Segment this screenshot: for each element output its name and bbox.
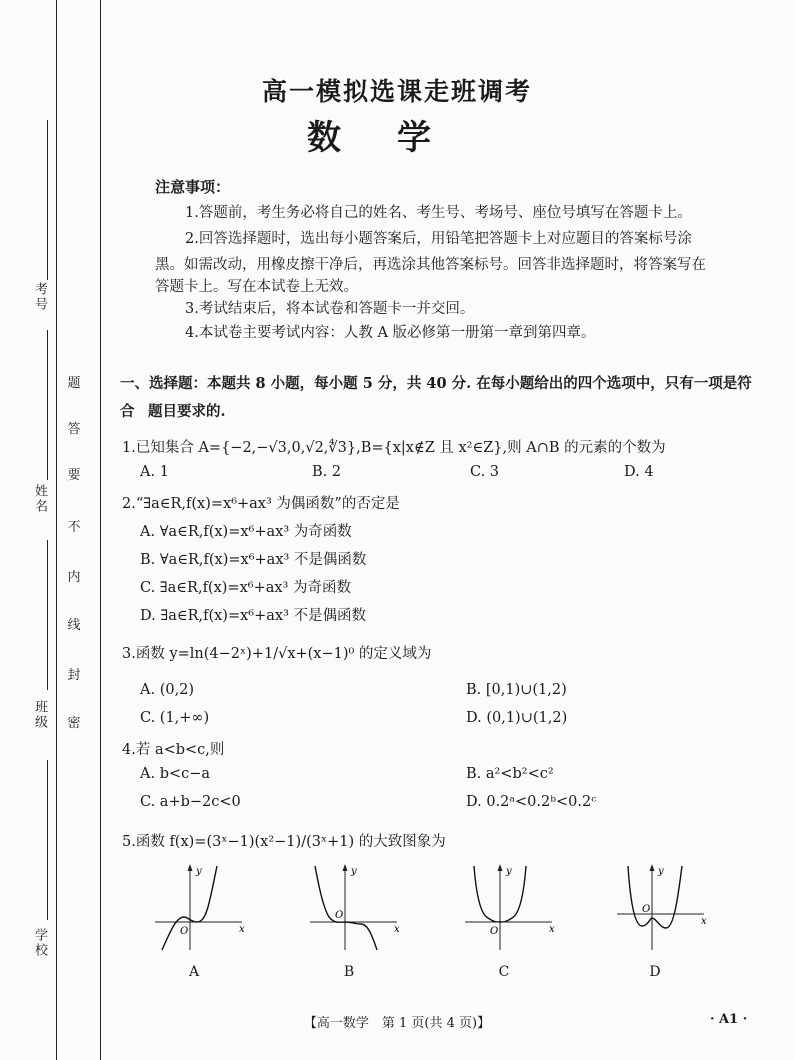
seal-char: 不 [67,520,81,535]
x-axis-label: x [549,924,555,935]
graph-label-a: A [188,964,200,980]
q2-option-a: A. ∀a∈R,f(x)=x⁶+ax³ 为奇函数 [140,524,352,540]
q1-option-d: D. 4 [624,464,654,480]
seal-char: 内 [67,570,81,585]
exam-no-label: 考号 [32,282,47,312]
question-2-stem: 2.“∃a∈R,f(x)=x⁶+ax³ 为偶函数”的否定是 [122,496,400,512]
name-fill-line [47,330,48,480]
q2-option-c: C. ∃a∈R,f(x)=x⁶+ax³ 为奇函数 [140,580,351,596]
paper-code: · A1 · [710,1012,748,1027]
seal-char: 答 [67,422,81,437]
q4-option-a: A. b<c−a [140,766,211,782]
origin-label: O [335,910,344,921]
q3-option-b: B. [0,1)∪(1,2) [466,682,567,698]
note-line: 黑。如需改动，用橡皮擦干净后，再选涂其他答案标号。回答非选择题时，将答案写在 [155,257,706,273]
school-fill-line [47,760,48,920]
note-line: 1.答题前，考生务必将自己的姓名、考生号、考场号、座位号填写在答题卡上。 [185,205,692,221]
q3-option-d: D. (0,1)∪(1,2) [466,710,568,726]
q1-option-a: A. 1 [140,464,169,480]
graph-a [150,862,250,952]
notes-heading: 注意事项： [155,178,231,196]
page-footer: 【高一数学 第 1 页(共 4 页)】 [303,1016,491,1031]
school-label: 学校 [32,928,47,958]
graph-label-d: D [649,964,661,980]
y-axis-label: y [506,866,512,877]
q1-option-c: C. 3 [470,464,500,480]
question-5-stem: 5.函数 f(x)=(3ˣ−1)(x²−1)/(3ˣ+1) 的大致图象为 [122,834,446,850]
seal-char: 封 [67,668,81,683]
name-label: 姓名 [32,484,47,514]
q3-option-c: C. (1,+∞) [140,710,210,726]
x-axis-label: x [239,924,245,935]
exam-title: 高一模拟选课走班调考 [261,77,532,106]
q3-option-a: A. (0,2) [140,682,195,698]
x-axis-label: x [394,924,400,935]
note-line: 3.考试结束后，将本试卷和答题卡一并交回。 [185,301,475,317]
y-axis-label: y [658,866,664,877]
question-4-stem: 4.若 a<b<c,则 [122,742,225,758]
class-label: 班级 [32,700,47,730]
q4-option-d: D. 0.2ᵃ<0.2ᵇ<0.2ᶜ [466,794,597,810]
margin-line-left [56,0,57,1060]
note-line: 答题卡上。写在本试卷上无效。 [155,279,358,295]
question-3-stem: 3.函数 y=ln(4−2ˣ)+1/√x+(x−1)⁰ 的定义域为 [122,646,432,662]
class-fill-line [47,540,48,690]
q4-option-c: C. a+b−2c<0 [140,794,241,810]
graph-label-b: B [343,964,355,980]
margin-line-right [100,0,101,1060]
graph-c [460,862,560,952]
seal-char: 线 [67,618,81,633]
graph-label-c: C [498,964,510,980]
q4-option-b: B. a²<b²<c² [466,766,554,782]
y-axis-label: y [351,866,357,877]
note-line: 2.回答选择题时，选出每小题答案后，用铅笔把答题卡上对应题目的答案标号涂 [185,231,692,247]
section-heading: 一、选择题：本题共 8 小题，每小题 5 分，共 40 分. 在每小题给出的四个选项中，只有一项是符合 [120,375,752,420]
origin-label: O [180,926,189,937]
origin-label: O [490,926,499,937]
graph-d [612,862,712,952]
graph-b [305,862,405,952]
origin-label: O [642,904,651,915]
x-axis-label: x [701,916,707,927]
note-line: 4.本试卷主要考试内容：人教 A 版必修第一册第一章到第四章。 [185,325,596,341]
y-axis-label: y [196,866,202,877]
section-heading-cont: 题目要求的. [148,403,226,420]
question-1-stem: 1.已知集合 A={−2,−√3,0,√2,∜3},B={x|x∉Z 且 x²∈Z},则 A∩B 的元素的个数为 [122,440,666,456]
subject-title: 数学 [307,118,487,158]
q1-option-b: B. 2 [312,464,342,480]
q2-option-b: B. ∀a∈R,f(x)=x⁶+ax³ 不是偶函数 [140,552,367,568]
seal-char: 要 [67,468,81,483]
seal-char: 密 [67,716,81,731]
seal-char: 题 [67,376,81,391]
q2-option-d: D. ∃a∈R,f(x)=x⁶+ax³ 不是偶函数 [140,608,366,624]
